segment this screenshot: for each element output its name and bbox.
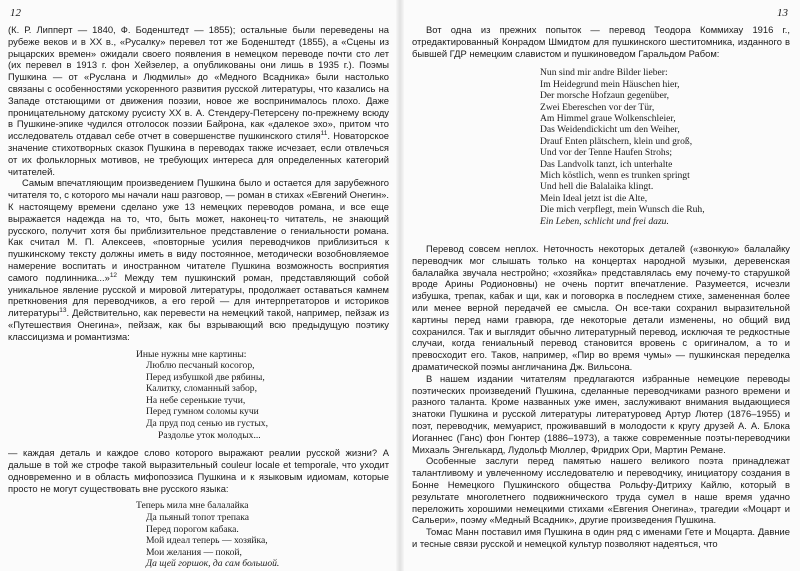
poem-line: Ein Leben, schlicht und frei dazu. (540, 215, 669, 227)
poem-line: Калитку, сломанный забор, (146, 383, 257, 395)
poem-russian-1 (8, 349, 389, 442)
poem-line: Иные нужны мне картины: (136, 348, 247, 360)
poem-line: Теперь мила мне балалайка (136, 500, 249, 512)
paragraph-4: Особенные заслуги перед памятью нашего великого поэта принадлежат талантливому и увлеченному исследователю и переводчику, инициатору создания в Бонне Немецкого Пушкинского общества Рольфу-Дитриху Кайлю, который в результате многолетнего подвижнического труда сумел в наше время удачно переложить хорошими немецкими стихами «Евгения Онегина», трагедии «Моцарт и Сальери», поэму «Медный Всадник», другие произведения Пушкина. (412, 455, 790, 526)
poem-line: Die mich verpflegt, mein Wunsch die Ruh, (540, 204, 705, 216)
paragraph-1: Вот одна из прежних попыток — перевод Теодора Коммихау 1916 г., отредактированный Конрадом Шмидтом для пушкинского шеститомника, изданного в бывшей ГДР немецким славистом и пушкиноведом Гаральдом Рабом: (412, 24, 790, 59)
footnote-11: 11 (320, 130, 328, 138)
paragraph-2: Перевод совсем неплох. Неточность некоторых деталей («звонкую» балалайку переводчик мог слышать только на концертах народной музыки, деревенская балалайка звучала нестройно; «хозяйка» представлялась ему почему-то старушкой вроде Арины Родионовны) не очень портит впечатление. Разумеется, исчезли избушка, трепак, кабак и щи, как и поговорка в последнем стихе, замененная более или менее верной передачей ее смысла. Он все-таки сохранил выразительной картины перед нами гравюра, где некоторые детали изменены, но общий вид сохранился. Так и выглядит обычно литературный перевод, исключая те редкостные случаи, когда гениальный перевод становится вровень с оригиналом, а то и превосходит его. Таков, например, «Пир во время чумы» — пушкинская переделка драматической поэмы англичанина Дж. Вильсона. (412, 243, 790, 373)
poem-line: Und vor der Tenne Haufen Strohs; (540, 147, 673, 159)
paragraph-2: Самым впечатляющим произведением Пушкина было и остается для зарубежного читателя то, с которого мы начали наш разговор, — роман в стихах «Евгений Онегин». К настоящему времени сделано уже 13 немецких переводов романа, и все еще выражается надежда на то, что, быть может, наконец-то читатель, не знающий русского, получит хотя бы приблизительное представление о гениальности романа. Как считал М. П. Алексеев, «повторные усилия переводчиков приблизиться к пушкинскому тексту должны иметь в виду постоянное, методически возобновляемое намерение воспитать и иностранном читателе Пушкина возможность восприятия самого подлинника...»$^{12}$ Между тем пушкинский роман, представляющий собой уникальное явление русской и мировой литературы, продолжает оставаться камнем преткновения для переводчиков, а его герой — для интерпретаторов и историков литературы$^{13}$. Действительно, как перевести на немецкий такой, например, пейзаж из «Путешествия Онегина», пейзаж, как бы взрывающий всю предыдущую поэтику классицизма и романтизма: (8, 177, 389, 342)
poem-line: На небе серенькие тучи, (146, 394, 246, 406)
poem-line: Mich köstlich, wenn es trunken springt (540, 170, 690, 182)
page-number-left: 12 (10, 7, 21, 19)
paragraph-5: Томас Манн поставил имя Пушкина в один ряд с именами Гете и Моцарта. Давние и тесные связи русской и немецкой культур позволяют надеяться, что (412, 526, 790, 549)
poem-line: Nun sind mir andre Bilder lieber: (540, 67, 668, 79)
poem-line: Перед порогом кабака. (146, 523, 239, 535)
poem-line: Im Heidegrund mein Häuschen hier, (540, 78, 680, 90)
poem-line: Мой идеал теперь — хозяйка, (146, 535, 268, 547)
poem-line: Раздолье уток молодых... (158, 429, 261, 441)
left-page-text (8, 24, 389, 571)
poem-line: Das Landvolk tanzt, ich unterhalte (540, 158, 673, 170)
poem-russian-2 (8, 500, 389, 570)
poem-line: Drauf Enten plätschern, klein und groß, (540, 135, 693, 147)
right-page (400, 0, 800, 571)
poem-line: Das Weidendickicht um den Weiher, (540, 124, 680, 136)
poem-line: Да пруд под сенью ив густых, (146, 418, 269, 430)
poem-line: Der morsche Hofzaun gegenüber, (540, 90, 670, 102)
poem-line: Люблю песчаный косогор, (146, 360, 255, 372)
paragraph-3: В нашем издании читателям предлагаются избранные немецкие переводы поэтических произведений Пушкина, сделанные переводчиками разного времени и разного таланта. Кроме названных уже имен, заслуживают внимания выдающиеся знатоки Пушкина и русской литературы литературовед Артур Лютер (1876–1955) и поэт, переводчик, мемуарист, проживавший в молодости к кругу друзей А. А. Блока Иоганнес (Ганс) фон Гюнтер (1886–1973), а также современные поэты-переводчики Михаэль Энгелькард, Лудольф Мюллер, Фридрих Ори, Мартин Ремане. (412, 372, 790, 455)
poem-line: Und hell die Balalaika klingt. (540, 181, 654, 193)
paragraph-1: (К. Р. Липперт — 1840, Ф. Боденштедт — 1855); остальные были переведены на рубеже веков и в XX в., «Русалку» перевел тот же Боденштедт (1855), а «Сцены из рыцарских времен» ожидали своего появления в немецком переводе почти сто лет (их перевел в 1913 г. фон Хейзелер, а опубликованы они лишь в 1935 г.). Поэмы Пушкина — от «Руслана и Людмилы» до «Медного Всадника» были настолько связаны с особенностями ускоренного развития русской литературы, что казались на Западе отстающими от движения поэзии, новое же воспринималось плохо. Даже проницательному датскому русисту XX в. А. Стендеру-Петерсену по-прежнему всюду в Пушкине-эпике чудился отголосок поэзии Байрона, как «далекое эхо», притом что исследователь отдавал себе отчет в совершенстве пушкинского стиля$^{11}$. Новаторское значение стихотворных сказок Пушкина в переводах также исчезает, если отвлечься от их фольклорных мотивов, не требующих интереса для определенных категорий читателей. (8, 24, 389, 177)
footnote-13: 13 (59, 307, 67, 314)
footnote-12: 12 (109, 271, 118, 279)
poem-line: Перед избушкой две рябины, (146, 371, 265, 383)
poem-line: Да пьяный топот трепака (146, 512, 250, 524)
poem-line: Mein Ideal jetzt ist die Alte, (540, 192, 648, 204)
right-page-text (412, 24, 790, 550)
poem-line: Zwei Ebereschen vor der Tür, (540, 101, 655, 113)
poem-line: Мои желания — покой, (146, 546, 242, 558)
page-number-right: 13 (777, 7, 788, 19)
paragraph-3: — каждая деталь и каждое слово которого выражают реалии русской жизни? А дальше в той же строфе такой выразительный couleur locale et temporale, что уходит одновременно и в область мифопоэзиса Пушкина и к языковым идиомам, которые просто не могут существовать вне русского языка: (8, 447, 389, 494)
poem-line: Перед гумном соломы кучи (146, 406, 259, 418)
poem-line: Am Himmel graue Wolkenschleier, (540, 113, 676, 125)
poem-german (412, 67, 790, 227)
poem-line: Да щей горшок, да сам большой. (146, 558, 280, 570)
